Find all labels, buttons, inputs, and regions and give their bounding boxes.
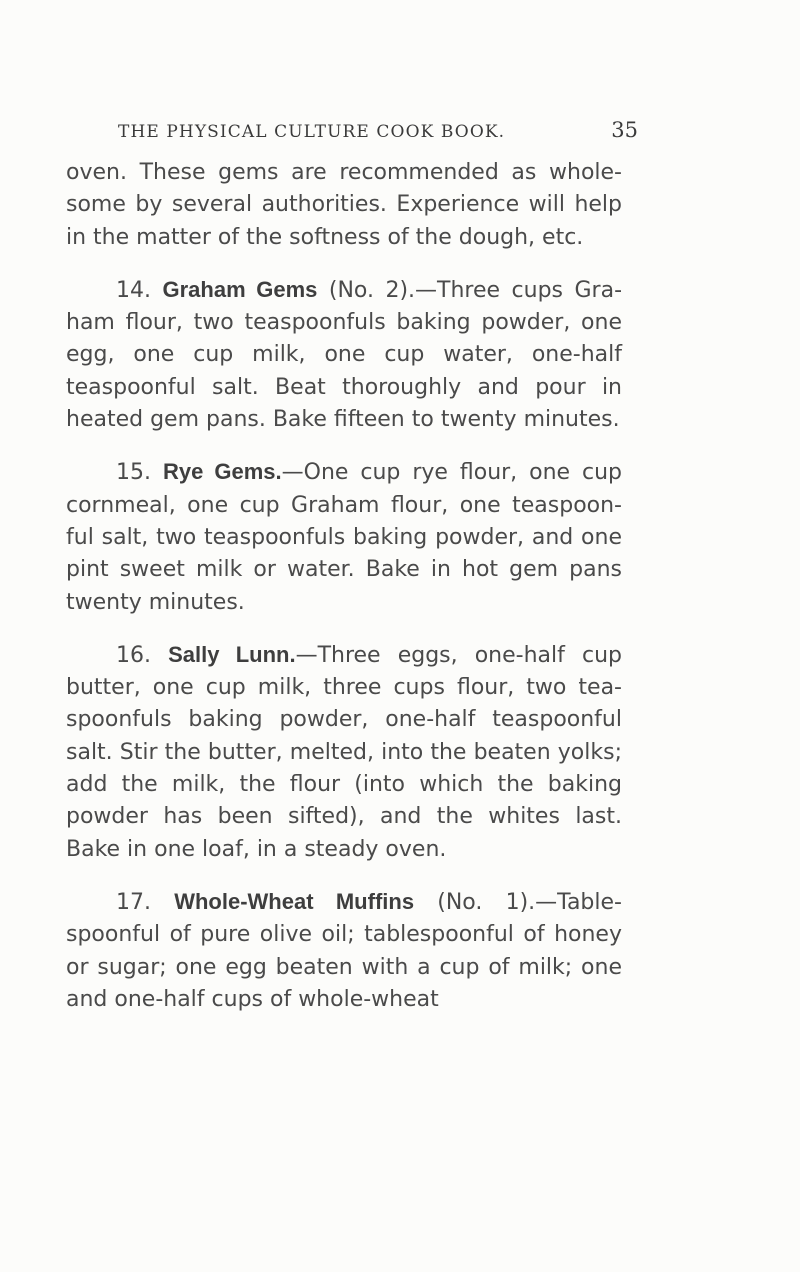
recipe-title-suffix: — xyxy=(281,460,304,486)
recipe-title-suffix: — xyxy=(295,642,318,668)
recipe-title: Sally Lunn. xyxy=(168,641,296,667)
recipe-paragraph-17 xyxy=(66,886,622,1016)
recipe-paragraph-15 xyxy=(66,456,622,618)
recipe-number: 16. xyxy=(116,642,151,668)
recipe-title: Rye Gems. xyxy=(162,459,282,485)
recipe-text: Three eggs, one-half cup butter, one cup milk, three cups flour, two tea-spoonfuls baking powder, one-half teaspoonful salt. Stir the butter, melted, into the beaten yolks; add the milk, the flour (into which the baking powder has been sifted), and the whites last. Bake in one loaf, in a steady oven. xyxy=(66,642,622,862)
recipe-number: 14. xyxy=(116,277,151,303)
recipe-title: Whole-Wheat Muffins xyxy=(174,888,415,914)
recipe-text: Table-spoonful of pure olive oil; tablespoonful of honey or sugar; one egg beaten with a cup of milk; one and one-half cups of whole-wheat xyxy=(66,889,622,1012)
running-title: THE PHYSICAL CULTURE COOK BOOK. xyxy=(118,122,506,142)
recipe-text: One cup rye flour, one cup cornmeal, one cup Graham flour, one teaspoon-ful salt, two teaspoonfuls baking powder, and one pint sweet milk or water. Bake in hot gem pans twenty minutes. xyxy=(66,460,623,615)
running-head xyxy=(118,118,638,148)
intro-text: oven. These gems are recommended as whole-some by several authorities. Experience will help in the matter of the softness of the dough, etc. xyxy=(66,160,622,250)
recipe-title: Graham Gems xyxy=(162,276,318,302)
recipe-title-suffix: (No. 1).— xyxy=(414,889,558,915)
body-text xyxy=(66,157,622,1036)
recipe-number: 17. xyxy=(116,889,151,915)
recipe-number: 15. xyxy=(116,460,151,486)
page-number: 35 xyxy=(611,118,638,142)
recipe-paragraph-16 xyxy=(66,639,622,866)
recipe-paragraph-14 xyxy=(66,274,622,436)
recipe-text: Three cups Gra-ham flour, two teaspoonfuls baking powder, one egg, one cup milk, one cup water, one-half teaspoonful salt. Beat thoroughly and pour in heated gem pans. Bake fifteen to twenty minutes. xyxy=(66,277,623,433)
recipe-title-suffix: (No. 2).— xyxy=(317,277,438,303)
intro-paragraph xyxy=(66,157,622,254)
